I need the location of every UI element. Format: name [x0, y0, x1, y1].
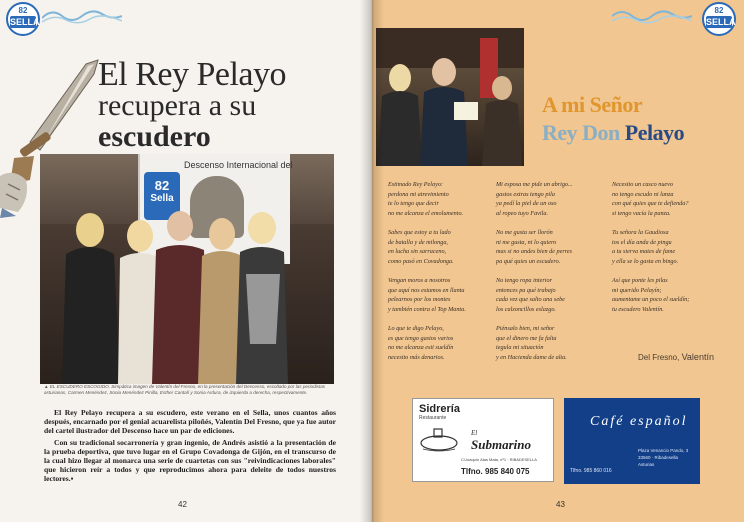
- badge-number: 82: [18, 6, 28, 15]
- ad-sidreria-submarino: [412, 398, 554, 482]
- body-paragraph: El Rey Pelayo recupera a su escudero, este verano en el Sella, unos cuantos años después, encarnado por el genial acuarelista piloñés, Valentín Del Fresno, que ya fue autor del cartel ilustrador del Descenso hace un par de ediciones.: [44, 408, 336, 435]
- poem-signature: [638, 352, 714, 362]
- article-body: [44, 408, 336, 486]
- poem-stanza: Mi esposa me pide un abrigo... gastos extras tengo pila ya pedí la piel de un oso al ropeo tuyo Favila.: [496, 181, 573, 217]
- ad1-subtitle: Restaurante: [419, 415, 447, 421]
- sella-badge-logo: [6, 2, 40, 36]
- ad2-name: Café español: [590, 414, 688, 429]
- badge-word: SELLA: [706, 17, 736, 27]
- poem-stanza: No me gusta ser llorón ni me gusta, ni lo quiero mas si no andes bien de perres pa qué quies un escudero.: [496, 229, 573, 265]
- right-page: [372, 0, 744, 522]
- ad-cafe-espanol: [564, 398, 700, 484]
- banner-heading: Descenso Internacional del: [184, 160, 293, 170]
- poem-title-line-2: [542, 120, 684, 146]
- photo-people-silhouettes: [376, 48, 524, 166]
- ad2-address-1: Plaza Venancio Pando, 3: [638, 448, 689, 453]
- poem-stanza: Tu señora la Gaudiosa tos el día anda de pingu a tu sierva mates de fame y ella se lo gasta en bingo.: [612, 229, 679, 265]
- page-number: 42: [178, 500, 187, 509]
- title-line-1: El Rey Pelayo: [98, 56, 287, 93]
- article-photo: [40, 154, 334, 384]
- page-gutter-shadow: [360, 0, 384, 522]
- ad2-phone: Tlfno. 985 860 016: [570, 468, 612, 474]
- signature-name: Valentín: [681, 352, 714, 362]
- wave-decoration-icon: [42, 6, 122, 24]
- ad1-name: Submarino: [471, 437, 531, 452]
- badge-word: SELLA: [10, 17, 40, 27]
- event-photo: [376, 28, 524, 166]
- ad2-address-2: 33560 · Ribadesella: [638, 455, 679, 460]
- banner-logo-word: Sella: [150, 193, 174, 204]
- title-line-2: recupera a su: [98, 89, 257, 122]
- title-line-3: escudero: [98, 120, 211, 153]
- ad1-name-small: El: [471, 429, 478, 437]
- ad1-address: C/Joaquín Alas Mata, nº1 · RIBADESELLA: [461, 457, 537, 462]
- submarine-icon: [419, 423, 459, 453]
- poem-stanza: Así que ponte les pilas mi querido Pelayín; aumentame un poco el sueldín; tu escudero Valentín.: [612, 277, 690, 313]
- poem-title-pelayo: Pelayo: [624, 120, 685, 145]
- poem-stanza: No tengo ropa interior entonces pa qué trabajo cada vez que salto una sebe los calzoncillos eslazgo.: [496, 277, 565, 313]
- article-title: [98, 58, 338, 154]
- body-paragraph: Con su tradicional socarronería y gran ingenio, de Andrés asistió a la presentación de la prueba deportiva, que tuvo lugar en el Grupo Covadonga de Gijón, en el transcurso de la cual hizo llegar al monarca una serie de cuartetas con sus "reivindicaciones laborales" que hicieron reír a todos y que reproducimos ahora para deleite de todos nuestros lectores.▪: [44, 438, 336, 483]
- signature-prefix: Del Fresno,: [638, 353, 680, 362]
- photo-caption: ▲ EL ESCUDERO ESCOGIDO. Simpática imagen de Valentín del Fresno, en la presentación del Descenso, escoltado por las periodistas asturianas, Carmen Menéndez, Sonia Menéndez Pinilla, Esther Cantalí y Sonia Ardura, de izquierda a derecha, respectivamente.: [44, 384, 326, 395]
- poem-stanza: Vengan moros a nosotros que aquí nos estamos en llanta pelearnos por los montes y también contra el Top Manta.: [388, 277, 466, 313]
- people-group-silhouettes: [40, 194, 334, 384]
- poem-stanza: Necesito un casco nuevo no tengo escudo ni lanza con qué quies que te defienda? si tengo vacía la panza.: [612, 181, 689, 217]
- ad2-address-3: Asturias: [638, 462, 655, 467]
- poem-title-line-1: A mi Señor: [542, 92, 643, 117]
- ad1-title: Sidrería: [419, 403, 460, 415]
- poem-title-rey-don: Rey Don: [542, 120, 620, 145]
- ad1-phone: Tlfno. 985 840 075: [461, 467, 530, 476]
- badge-number: 82: [714, 6, 724, 15]
- poem-stanza: Piénsalo bien, mi señor que el dinero me fa falta tegula mi situación y en Hacienda dame de alta.: [496, 325, 567, 361]
- poem-stanza: Sabes que estoy a tu lado de batalla y de milonga, en lucha sin sarraceno, como pasó en Covadonga.: [388, 229, 454, 265]
- poem-stanza: Lo que te digo Pelayo, es que tengo gastos varios no me alcanza esti sueldín necesito más denarios.: [388, 325, 454, 361]
- poem-stanza: Estimado Rey Pelayo: perdona mi atrevimiento te lo tengo que decir no me alcanza el emolumento.: [388, 181, 464, 217]
- sella-badge-logo: [702, 2, 736, 36]
- page-number: 43: [556, 500, 565, 509]
- banner-logo-number: 82: [154, 178, 170, 193]
- wave-decoration-icon: [612, 6, 692, 24]
